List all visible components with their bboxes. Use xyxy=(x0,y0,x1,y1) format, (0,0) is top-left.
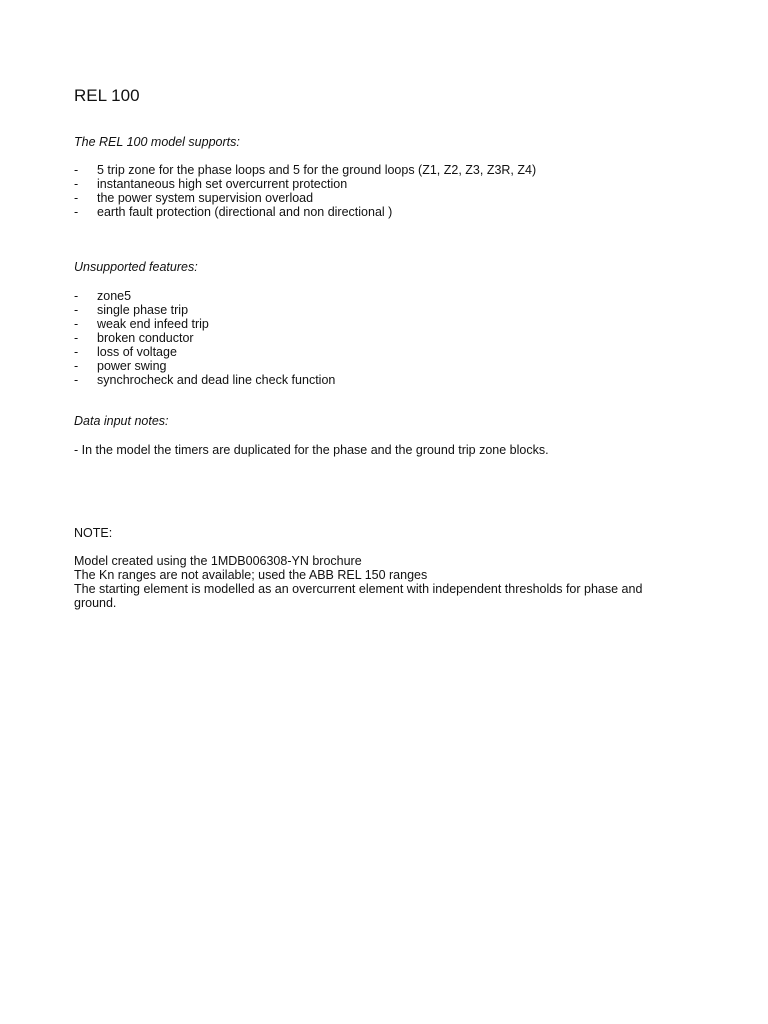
list-item xyxy=(74,331,335,345)
bullet-dash: - xyxy=(74,317,79,331)
list-item-text: broken conductor xyxy=(97,331,194,345)
list-item xyxy=(74,303,335,317)
list-item xyxy=(74,163,536,177)
list-item xyxy=(74,317,335,331)
data-input-heading: Data input notes: xyxy=(74,414,169,428)
list-item xyxy=(74,205,536,219)
note-line: The starting element is modelled as an overcurrent element with independent thresholds for phase and ground. xyxy=(74,582,643,610)
note-line: Model created using the 1MDB006308-YN brochure xyxy=(74,554,362,568)
list-item xyxy=(74,289,335,303)
bullet-dash: - xyxy=(74,359,79,373)
bullet-dash: - xyxy=(74,163,79,177)
list-item-text: weak end infeed trip xyxy=(97,317,209,331)
note-line: The Kn ranges are not available; used the ABB REL 150 ranges xyxy=(74,568,428,582)
list-item-text: power swing xyxy=(97,359,167,373)
unsupported-list xyxy=(74,289,335,387)
note-body xyxy=(74,554,674,610)
supports-heading: The REL 100 model supports: xyxy=(74,135,240,149)
unsupported-heading: Unsupported features: xyxy=(74,260,198,274)
data-input-text: - In the model the timers are duplicated for the phase and the ground trip zone blocks. xyxy=(74,443,549,457)
list-item xyxy=(74,373,335,387)
list-item xyxy=(74,345,335,359)
bullet-dash: - xyxy=(74,191,79,205)
list-item-text: single phase trip xyxy=(97,303,189,317)
list-item-text: loss of voltage xyxy=(97,345,177,359)
bullet-dash: - xyxy=(74,177,79,191)
bullet-dash: - xyxy=(74,331,79,345)
list-item xyxy=(74,191,536,205)
bullet-dash: - xyxy=(74,345,79,359)
list-item-text: synchrocheck and dead line check function xyxy=(97,373,336,387)
list-item-text: the power system supervision overload xyxy=(97,191,314,205)
bullet-dash: - xyxy=(74,289,79,303)
bullet-dash: - xyxy=(74,205,79,219)
list-item-text: earth fault protection (directional and non directional ) xyxy=(97,205,393,219)
bullet-dash: - xyxy=(74,303,79,317)
document-title: REL 100 xyxy=(74,86,140,105)
bullet-dash: - xyxy=(74,373,79,387)
list-item-text: 5 trip zone for the phase loops and 5 for the ground loops (Z1, Z2, Z3, Z3R, Z4) xyxy=(97,163,537,177)
list-item xyxy=(74,359,335,373)
supports-list xyxy=(74,163,536,219)
list-item xyxy=(74,177,536,191)
note-heading: NOTE: xyxy=(74,526,113,540)
list-item-text: zone5 xyxy=(97,289,132,303)
list-item-text: instantaneous high set overcurrent protection xyxy=(97,177,348,191)
